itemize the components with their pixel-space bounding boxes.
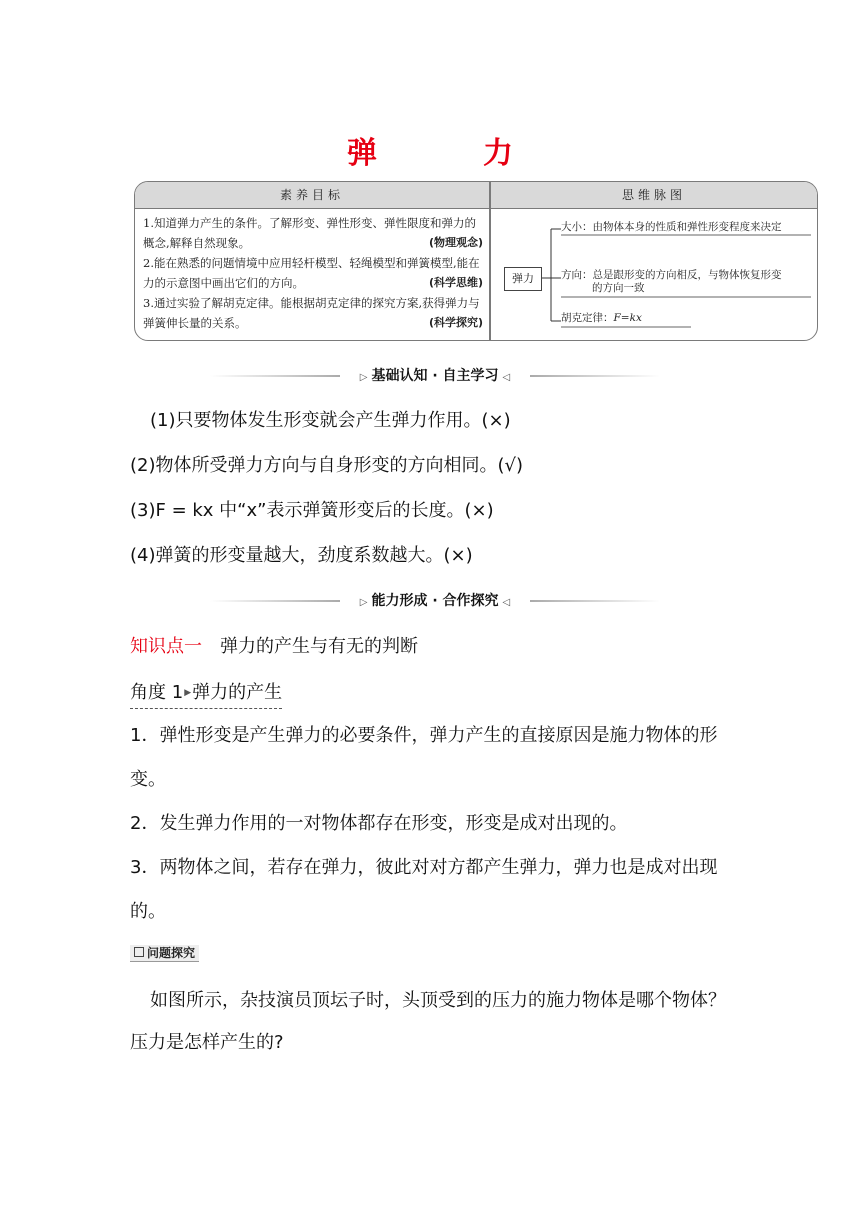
point-paragraph: 3．两物体之间，若存在弹力，彼此对对方都产生弹力，弹力也是成对出现的。 [130, 857, 718, 922]
mindmap-branch-direction: 方向：总是跟形变的方向相反，与物体恢复形变 的方向一致 [561, 269, 782, 294]
judgment-item: (2)物体所受弹力方向与自身形变的方向相同。(√) [130, 455, 524, 476]
goal-tag: (科学探究) [428, 316, 483, 329]
point-paragraph: 1．弹性形变是产生弹力的必要条件，弹力产生的直接原因是施力物体的形变。 [130, 725, 718, 790]
goal-item: 3.通过实验了解胡克定律。能根据胡克定律的探究方案,获得弹力与弹簧伸长量的关系。 (科学探究) [143, 293, 483, 333]
judgment-item: (3)F = kx 中“x”表示弹簧形变后的长度。(×) [130, 500, 494, 521]
triangle-right-icon: ▶ [184, 688, 192, 698]
knowledge-point-label: 知识点一 [130, 636, 202, 657]
section-banner-ability: ▷ 能力形成 · 合作探究 ◁ [210, 589, 660, 613]
judgment-item: (4)弹簧的形变量越大，劲度系数越大。(×) [130, 545, 473, 566]
inquiry-question: 如图所示，杂技演员顶坛子时，头顶受到的压力的施力物体是哪个物体？压力是怎样产生的? [130, 990, 726, 1053]
knowledge-point-title: 弹力的产生与有无的判断 [220, 636, 418, 657]
mindmap-header: 思维脉图 [491, 182, 817, 208]
mindmap [491, 209, 817, 340]
arrow-right-icon: ▷ [359, 372, 368, 383]
page-title: 弹 力 [347, 136, 551, 171]
arrow-left-icon: ◁ [502, 372, 511, 383]
mindmap-root: 弹力 [504, 267, 542, 291]
section-banner-basic: ▷ 基础认知 · 自主学习 ◁ [210, 364, 660, 388]
checkbox-icon [134, 947, 144, 957]
point-paragraph: 2．发生弹力作用的一对物体都存在形变，形变是成对出现的。 [130, 813, 628, 834]
inquiry-label: 问题探究 [130, 945, 199, 962]
judgment-item: (1)只要物体发生形变就会产生弹力作用。(×) [150, 410, 511, 431]
angle-heading: 角度 1▶弹力的产生 [130, 680, 282, 709]
goal-item: 2.能在熟悉的问题情境中应用轻杆模型、轻绳模型和弹簧模型,能在力的示意图中画出它们的方向。 (科学思维) [143, 253, 483, 293]
mindmap-branch-hooke: 胡克定律：F=kx [561, 312, 642, 324]
goal-tag: (物理观念) [428, 236, 483, 249]
goal-item: 1.知道弹力产生的条件。了解形变、弹性形变、弹性限度和弹力的概念,解释自然现象。 (物理观念) [143, 213, 483, 253]
mindmap-branch-size: 大小：由物体本身的性质和弹性形变程度来决定 [561, 221, 782, 233]
goals-table [134, 181, 818, 341]
knowledge-point-heading [130, 634, 418, 660]
arrow-left-icon: ◁ [502, 597, 511, 608]
goals-header: 素养目标 [135, 182, 489, 208]
goal-tag: (科学思维) [428, 276, 483, 289]
arrow-right-icon: ▷ [359, 597, 368, 608]
hooke-formula: F=kx [613, 312, 642, 324]
goal-list [143, 213, 483, 333]
